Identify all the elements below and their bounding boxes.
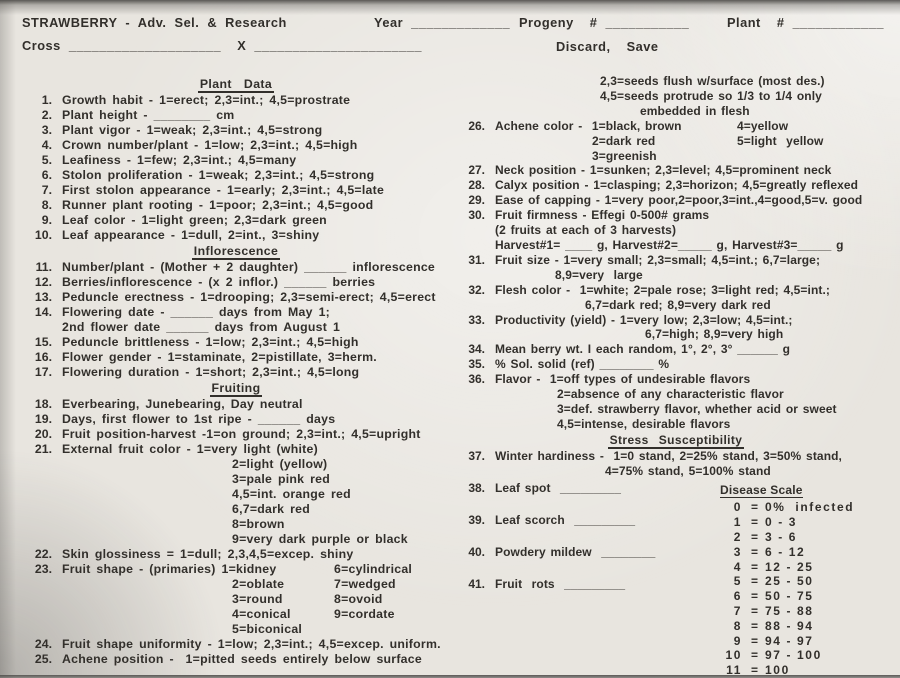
item-text: Days, first flower to 1st ripe - ______ days [62, 412, 336, 426]
item-text: Leaf appearance - 1=dull, 2=int., 3=shiny [62, 228, 320, 242]
form-item-continuation [22, 592, 450, 607]
scale-range: 100 [765, 663, 790, 678]
item-text: 6,7=dark red; 8,9=very dark red [585, 297, 771, 312]
form-item [455, 283, 897, 298]
item-number: 37. [468, 448, 485, 463]
item-text: Leafiness - 1=few; 2,3=int.; 4,5=many [62, 153, 297, 167]
item-number: 25. [34, 652, 52, 666]
form-item-continuation [22, 532, 450, 547]
scale-value: 8 [733, 618, 742, 633]
item-number: 19. [34, 412, 52, 426]
item-number: 1. [41, 93, 52, 107]
item-number: 30. [468, 208, 485, 223]
item-text: 2=absence of any characteristic flavor [557, 387, 784, 402]
equals-sign: = [751, 633, 759, 648]
form-item-continuation [455, 268, 897, 283]
item-text: Mean berry wt. I each random, 1°, 2°, 3° ______ g [495, 342, 791, 357]
item-number: 10. [34, 228, 52, 242]
item-text-col2: 5=light yellow [737, 133, 824, 148]
item-text: 3=round [232, 592, 283, 606]
item-number: 23. [34, 562, 52, 576]
right-column-flow [455, 74, 897, 478]
form-item-continuation [455, 74, 897, 89]
form-item [455, 193, 897, 208]
item-number: 26. [468, 118, 485, 133]
item-text: % Sol. solid (ref) ________ % [495, 357, 670, 372]
item-text: Flavor - 1=off types of undesirable flavors [495, 372, 751, 387]
item-number: 3. [41, 123, 52, 137]
equals-sign: = [751, 589, 759, 604]
item-text: Leaf color - 1=light green; 2,3=dark green [62, 213, 327, 227]
scale-range: 0% infected [765, 500, 855, 515]
form-item [22, 290, 450, 305]
form-item [22, 427, 450, 442]
form-item-continuation [22, 472, 450, 487]
scale-range: 3 - 6 [765, 530, 798, 545]
form-item [455, 253, 897, 268]
form-item-continuation [22, 622, 450, 637]
form-item [22, 198, 450, 213]
scale-range: 25 - 50 [765, 574, 814, 589]
equals-sign: = [751, 574, 759, 589]
form-item [22, 397, 450, 412]
item-number: 38. [468, 481, 485, 496]
item-number: 21. [34, 442, 52, 456]
item-text: Runner plant rooting - 1=poor; 2,3=int.; 4,5=good [62, 198, 374, 212]
scale-range: 75 - 88 [765, 604, 814, 619]
item-text: Peduncle erectness - 1=drooping; 2,3=semi-erect; 4,5=erect [62, 290, 436, 304]
disease-scale [720, 481, 854, 678]
item-text: Fruit position-harvest -1=on ground; 2,3=int.; 4,5=upright [62, 427, 421, 441]
form-item [22, 183, 450, 198]
equals-sign: = [751, 500, 759, 515]
form-item-continuation [455, 387, 897, 402]
item-text: embedded in flesh [640, 103, 750, 118]
item-text: Stolon proliferation - 1=weak; 2,3=int.; 4,5=strong [62, 168, 375, 182]
form-item [22, 260, 450, 275]
item-number: 39. [468, 513, 485, 528]
section-heading [22, 77, 450, 92]
equals-sign: = [751, 530, 759, 545]
item-number: 15. [34, 335, 52, 349]
item-text: Ease of capping - 1=very poor,2=poor,3=int.,4=good,5=v. good [495, 193, 863, 208]
item-text: Number/plant - (Mother + 2 daughter) ______ inflorescence [62, 260, 436, 274]
scale-value: 11 [726, 663, 742, 678]
disease-scale-title: Disease Scale [720, 483, 803, 498]
form-title: STRAWBERRY - Adv. Sel. & Research [22, 15, 287, 30]
form-item [455, 357, 897, 372]
scale-value: 10 [725, 648, 742, 663]
item-number: 40. [468, 545, 485, 560]
form-item [22, 138, 450, 153]
disease-scale-row [720, 663, 854, 678]
equals-sign: = [751, 604, 759, 619]
form-item [22, 335, 450, 350]
section-heading [455, 433, 897, 448]
section-heading [22, 244, 450, 259]
discard-save-label: Discard, Save [556, 39, 659, 54]
scale-range: 97 - 100 [765, 648, 822, 663]
item-number: 41. [468, 577, 485, 592]
item-number: 33. [468, 312, 485, 327]
form-item-continuation [455, 298, 897, 313]
scale-value: 5 [733, 574, 742, 589]
form-item [22, 442, 450, 457]
form-item-continuation [455, 402, 897, 417]
scale-value: 0 [733, 500, 742, 515]
form-item [22, 547, 450, 562]
item-number: 9. [41, 213, 52, 227]
equals-sign: = [751, 663, 759, 678]
section-heading-text: Stress Susceptibility [609, 432, 743, 447]
item-text: Leaf scorch _________ [495, 513, 636, 528]
form-item [22, 93, 450, 108]
form-item [455, 313, 897, 328]
disease-scale-row [720, 634, 854, 649]
disease-scale-row [720, 515, 854, 530]
item-text: Neck position - 1=sunken; 2,3=level; 4,5=prominent neck [495, 163, 832, 178]
item-text: 8=brown [232, 517, 285, 531]
item-text: Achene color - 1=black, brown [495, 118, 682, 133]
form-item-continuation [455, 327, 897, 342]
scale-range: 12 - 25 [765, 559, 814, 574]
item-text: 4,5=seeds protrude so 1/3 to 1/4 only [600, 88, 822, 103]
form-item [455, 208, 897, 223]
form-item [22, 365, 450, 380]
equals-sign: = [751, 648, 759, 663]
form-item [22, 412, 450, 427]
item-text: 4,5=intense, desirable flavors [557, 416, 731, 431]
item-text: 2=light (yellow) [232, 457, 328, 471]
item-text: 3=def. strawberry flavor, whether acid or sweet [557, 401, 837, 416]
item-text: External fruit color - 1=very light (white) [62, 442, 318, 456]
form-item [455, 119, 897, 134]
form-item [22, 153, 450, 168]
item-number: 34. [468, 342, 485, 357]
right-column [455, 74, 897, 678]
year-field: Year _____________ [374, 15, 511, 30]
item-text: 2nd flower date ______ days from August 1 [62, 320, 341, 334]
item-number: 32. [468, 282, 485, 297]
item-number: 11. [35, 260, 52, 274]
item-text: Berries/inflorescence - (x 2 inflor.) ______ berries [62, 275, 376, 289]
item-text: 4=conical [232, 607, 291, 621]
form-item [455, 372, 897, 387]
form-item [455, 449, 897, 464]
item-number: 14. [34, 305, 52, 319]
form-item-continuation [22, 607, 450, 622]
item-text: Crown number/plant - 1=low; 2,3=int.; 4,5=high [62, 138, 358, 152]
scale-range: 50 - 75 [765, 589, 814, 604]
item-text: Powdery mildew ________ [495, 545, 656, 560]
equals-sign: = [751, 559, 759, 574]
scale-value: 3 [733, 544, 742, 559]
item-number: 36. [468, 372, 485, 387]
item-text: 4,5=int. orange red [232, 487, 351, 501]
scale-range: 6 - 12 [765, 544, 806, 559]
item-text: 2,3=seeds flush w/surface (most des.) [600, 74, 825, 88]
equals-sign: = [751, 515, 759, 530]
item-text: Fruit rots _________ [495, 577, 626, 592]
item-text: Fruit shape uniformity - 1=low; 2,3=int.; 4,5=excep. uniform. [62, 637, 441, 651]
item-text: 2=dark red [592, 133, 656, 148]
item-text: 8,9=very large [555, 267, 643, 282]
item-text: Skin glossiness = 1=dull; 2,3,4,5=excep. shiny [62, 547, 354, 561]
form-item [22, 228, 450, 243]
section-heading-text: Plant Data [199, 77, 273, 91]
item-text: Winter hardiness - 1=0 stand, 2=25% stand, 3=50% stand, [495, 448, 842, 463]
disease-scale-row [720, 500, 854, 515]
form-item-continuation [22, 577, 450, 592]
item-text: Harvest#1= ____ g, Harvest#2=_____ g, Harvest#3=_____ g [495, 237, 844, 252]
item-number: 20. [34, 427, 52, 441]
item-number: 17. [34, 365, 52, 379]
item-number: 8. [41, 198, 52, 212]
stress-bottom-block [455, 481, 897, 678]
item-number: 4. [41, 138, 52, 152]
item-number: 27. [468, 163, 485, 178]
left-column [22, 76, 450, 667]
disease-scale-row [720, 574, 854, 589]
form-item-continuation [455, 149, 897, 164]
scale-value: 2 [733, 530, 742, 545]
form-item-continuation [22, 517, 450, 532]
item-text: Growth habit - 1=erect; 2,3=int.; 4,5=prostrate [62, 93, 351, 107]
item-text-col2: 9=cordate [334, 607, 395, 621]
scale-value: 1 [733, 515, 742, 530]
form-item [22, 562, 450, 577]
form-item-continuation [455, 464, 897, 479]
section-heading [22, 381, 450, 396]
item-text: Plant vigor - 1=weak; 2,3=int.; 4,5=strong [62, 123, 323, 137]
item-text-col2: 7=wedged [334, 577, 396, 591]
item-number: 6. [41, 168, 52, 182]
item-text: 3=pale pink red [232, 472, 331, 486]
item-text: Plant height - ________ cm [62, 108, 235, 122]
disease-scale-row [720, 530, 854, 545]
item-text: 4=75% stand, 5=100% stand [605, 463, 771, 478]
scale-value: 4 [733, 559, 742, 574]
form-item [22, 123, 450, 138]
scale-range: 0 - 3 [765, 515, 798, 530]
item-text: Flowering duration - 1=short; 2,3=int.; 4,5=long [62, 365, 360, 379]
cross-field: Cross ____________________ X ______________________ [22, 38, 422, 53]
form-item-continuation [455, 104, 897, 119]
form-item [455, 342, 897, 357]
item-number: 35. [468, 357, 485, 372]
form-item-continuation [455, 238, 897, 253]
form-item [22, 108, 450, 123]
item-text: Flesh color - 1=white; 2=pale rose; 3=light red; 4,5=int.; [495, 282, 831, 297]
item-number: 2. [41, 108, 52, 122]
item-number: 13. [34, 290, 52, 304]
item-text: Everbearing, Junebearing, Day neutral [62, 397, 303, 411]
form-item [22, 213, 450, 228]
form-item-continuation [22, 457, 450, 472]
item-text-col2: 8=ovoid [334, 592, 383, 606]
item-text: Calyx position - 1=clasping; 2,3=horizon; 4,5=greatly reflexed [495, 178, 859, 193]
form-item-continuation [455, 223, 897, 238]
form-item-continuation [22, 502, 450, 517]
section-heading-text: Inflorescence [193, 244, 279, 258]
disease-scale-rows [720, 500, 854, 678]
item-text-col2: 6=cylindrical [334, 562, 413, 576]
item-text: 6,7=high; 8,9=very high [645, 327, 784, 342]
disease-scale-row [720, 648, 854, 663]
scale-value: 6 [733, 589, 742, 604]
disease-scale-row [720, 545, 854, 560]
item-number: 24. [34, 637, 52, 651]
disease-scale-row [720, 604, 854, 619]
form-item [22, 637, 450, 652]
item-text: 2=oblate [232, 577, 285, 591]
form-item [22, 168, 450, 183]
form-item [22, 652, 450, 667]
item-text: Fruit firmness - Effegi 0-500# grams [495, 208, 710, 223]
form-item-continuation [455, 134, 897, 149]
item-text: 6,7=dark red [232, 502, 311, 516]
item-text: Fruit size - 1=very small; 2,3=small; 4,5=int.; 6,7=large; [495, 252, 821, 267]
item-text: First stolon appearance - 1=early; 2,3=int.; 4,5=late [62, 183, 385, 197]
scale-range: 94 - 97 [765, 633, 814, 648]
section-heading-text: Fruiting [211, 381, 261, 395]
item-number: 22. [34, 547, 52, 561]
scale-value: 9 [733, 633, 742, 648]
item-text-col2: 4=yellow [737, 118, 789, 133]
disease-scale-row [720, 589, 854, 604]
item-text: (2 fruits at each of 3 harvests) [495, 223, 677, 238]
item-number: 28. [468, 178, 485, 193]
item-text: 3=greenish [592, 148, 657, 163]
disease-scale-row [720, 560, 854, 575]
item-text: Peduncle brittleness - 1=low; 2,3=int.; 4,5=high [62, 335, 359, 349]
form-item-continuation [455, 89, 897, 104]
item-text: 5=biconical [232, 622, 303, 636]
form-item [22, 305, 450, 320]
item-number: 31. [468, 252, 485, 267]
item-text: Flowering date - ______ days from May 1; [62, 305, 331, 319]
form-item-continuation [22, 320, 450, 335]
item-text: Fruit shape - (primaries) 1=kidney [62, 562, 277, 576]
item-number: 7. [41, 183, 52, 197]
equals-sign: = [751, 544, 759, 559]
form-item [22, 350, 450, 365]
item-number: 29. [468, 193, 485, 208]
item-number: 18. [34, 397, 52, 411]
item-number: 16. [34, 350, 52, 364]
item-text: Flower gender - 1=staminate, 2=pistillate, 3=herm. [62, 350, 377, 364]
progeny-field: Progeny # ___________ [519, 15, 690, 30]
form-item [455, 178, 897, 193]
item-text: Leaf spot _________ [495, 481, 621, 496]
form-item-continuation [22, 487, 450, 502]
form-item-continuation [455, 417, 897, 432]
scale-range: 88 - 94 [765, 618, 814, 633]
plant-field: Plant # ____________ [727, 15, 884, 30]
item-number: 5. [41, 153, 52, 167]
form-item [22, 275, 450, 290]
form-item [455, 163, 897, 178]
item-text: Achene position - 1=pitted seeds entirely below surface [62, 652, 422, 666]
item-text: 9=very dark purple or black [232, 532, 408, 546]
item-number: 12. [34, 275, 52, 289]
item-text: Productivity (yield) - 1=very low; 2,3=low; 4,5=int.; [495, 312, 793, 327]
disease-scale-row [720, 619, 854, 634]
scale-value: 7 [733, 604, 742, 619]
equals-sign: = [751, 618, 759, 633]
